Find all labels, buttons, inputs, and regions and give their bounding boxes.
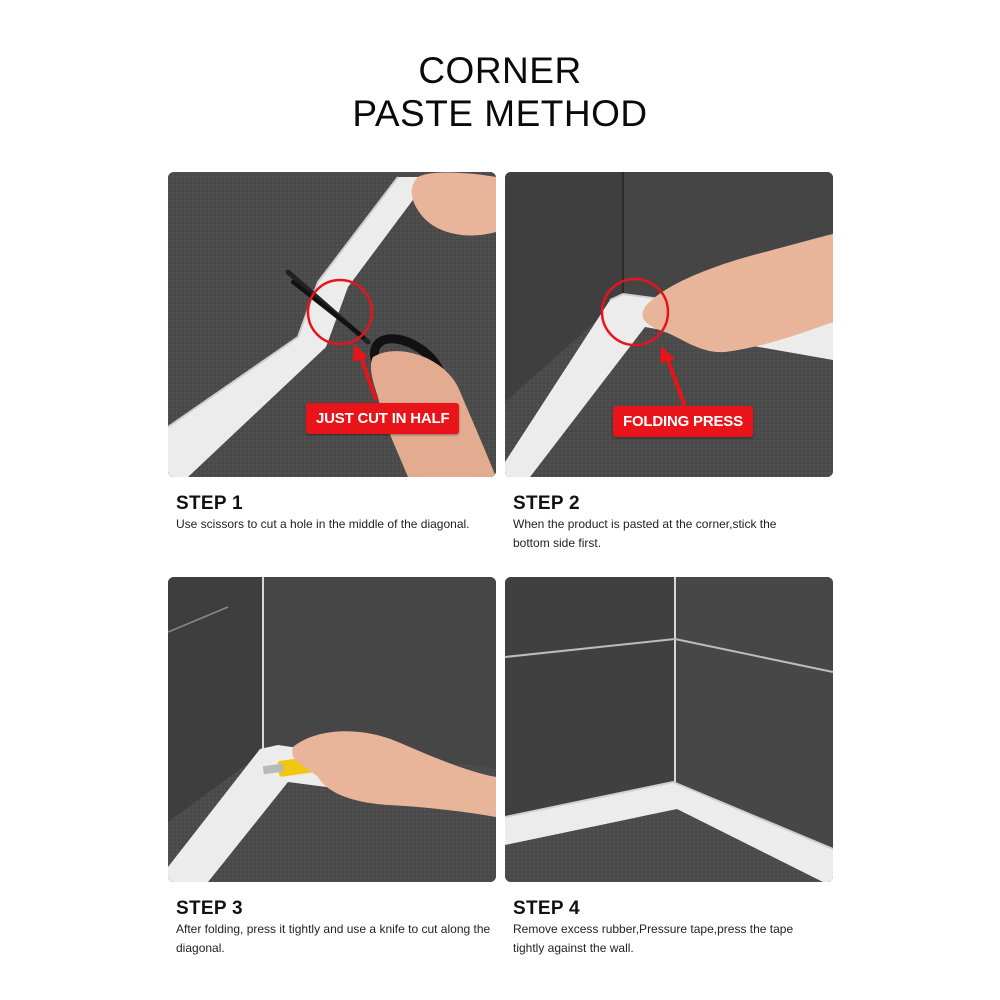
step2-heading: STEP 2: [513, 493, 580, 514]
step4-description: Remove excess rubber,Pressure tape,press the tape tightly against the wall.: [513, 922, 794, 955]
page-title-line2: PASTE METHOD: [352, 93, 648, 134]
callout-just-cut-in-half: JUST CUT IN HALF: [306, 403, 459, 434]
finished-corner-tape-illustration: [505, 577, 833, 882]
page-title-line1: CORNER: [418, 50, 582, 91]
step1-heading: STEP 1: [176, 493, 243, 514]
step1-description: Use scissors to cut a hole in the middle of the diagonal.: [176, 517, 470, 531]
step4-photo: [505, 577, 833, 882]
callout-folding-press: FOLDING PRESS: [613, 406, 753, 437]
step3-photo: [168, 577, 496, 882]
step4-heading: STEP 4: [513, 898, 580, 919]
step3-description: After folding, press it tightly and use a knife to cut along the diagonal.: [176, 922, 491, 955]
step1-photo: [168, 172, 496, 477]
step2-description: When the product is pasted at the corner,stick the bottom side first.: [513, 517, 777, 550]
knife-cutting-corner-illustration: [168, 577, 496, 882]
step2-photo: [505, 172, 833, 477]
step3-heading: STEP 3: [176, 898, 243, 919]
